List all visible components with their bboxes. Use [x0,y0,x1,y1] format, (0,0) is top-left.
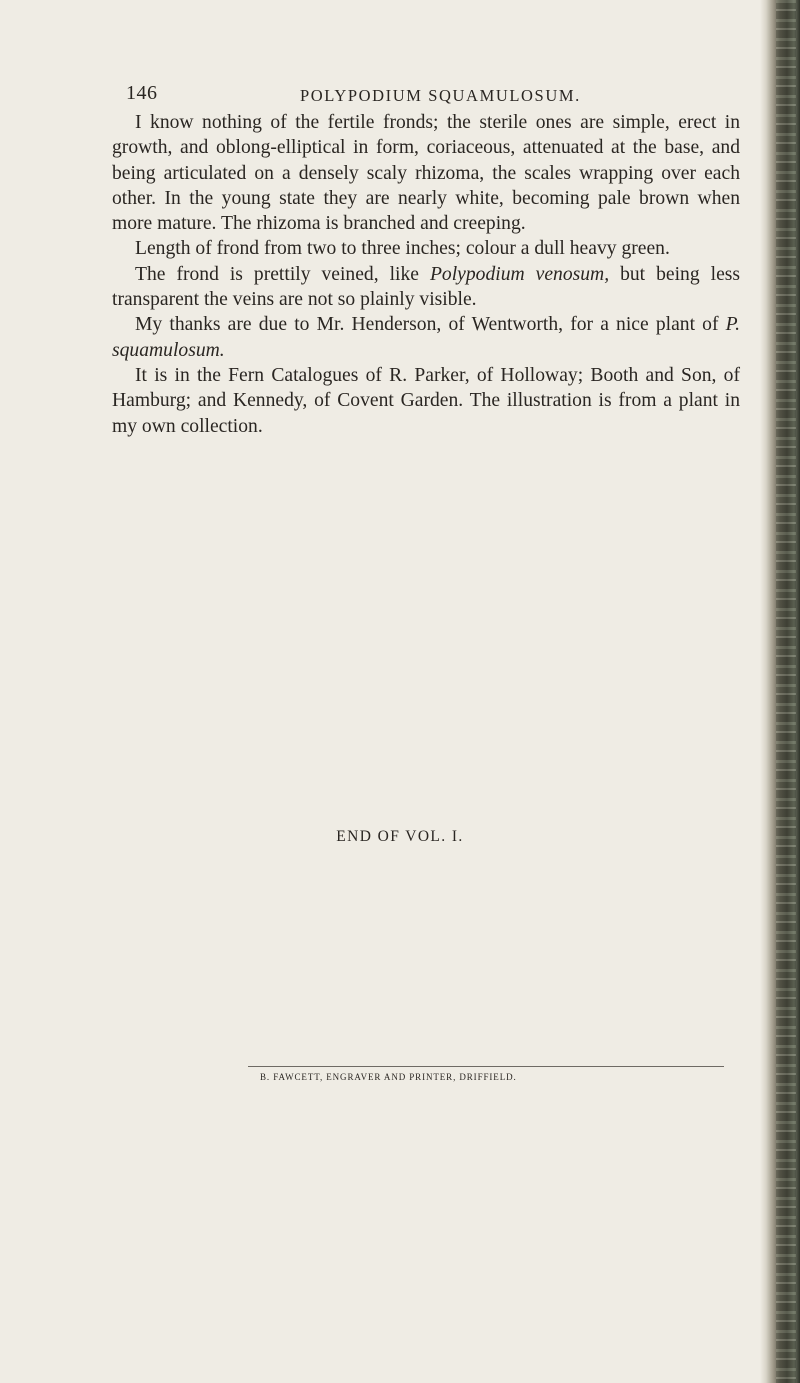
paragraph-catalogues: It is in the Fern Catalogues of R. Parker, of Holloway; Booth and Son, of Hamburg; and Kennedy, of Covent Garden. The illustration is from a plant in my own collection. [112,364,740,437]
species-name-italic: Polypodium venosum, [429,263,610,285]
footer-rule [248,1066,724,1067]
paragraph-thanks-text: My thanks are due to Mr. Henderson, of Wentworth, for a nice plant of [135,314,726,336]
paragraph-veining [112,262,740,313]
species-name-italic: P. squamulosum. [112,314,740,361]
binding-texture [776,0,796,1383]
body-text [112,110,740,439]
printer-imprint: B. FAWCETT, ENGRAVER AND PRINTER, DRIFFIELD. [260,1072,517,1082]
paragraph-length: Length of frond from two to three inches; colour a dull heavy green. [135,238,670,260]
paragraph-description: I know nothing of the fertile fronds; the sterile ones are simple, erect in growth, and oblong-elliptical in form, coriaceous, attenuated at the base, and being articulated on a densely scaly rhizoma, the scales wrapping over each other. In the young state they are nearly white, becoming pale brown when more mature. The rhizoma is branched and creeping. [112,112,740,235]
paragraph-veining-text-after: but being less transparent the veins are not so plainly visible. [112,263,741,311]
running-head: POLYPODIUM SQUAMULOSUM. [300,86,581,105]
paragraph-veining-text-before: The frond is prettily veined, like [135,263,430,285]
end-of-volume: END OF VOL. I. [336,828,464,845]
page-number: 146 [126,82,158,104]
paragraph-thanks [112,312,740,363]
